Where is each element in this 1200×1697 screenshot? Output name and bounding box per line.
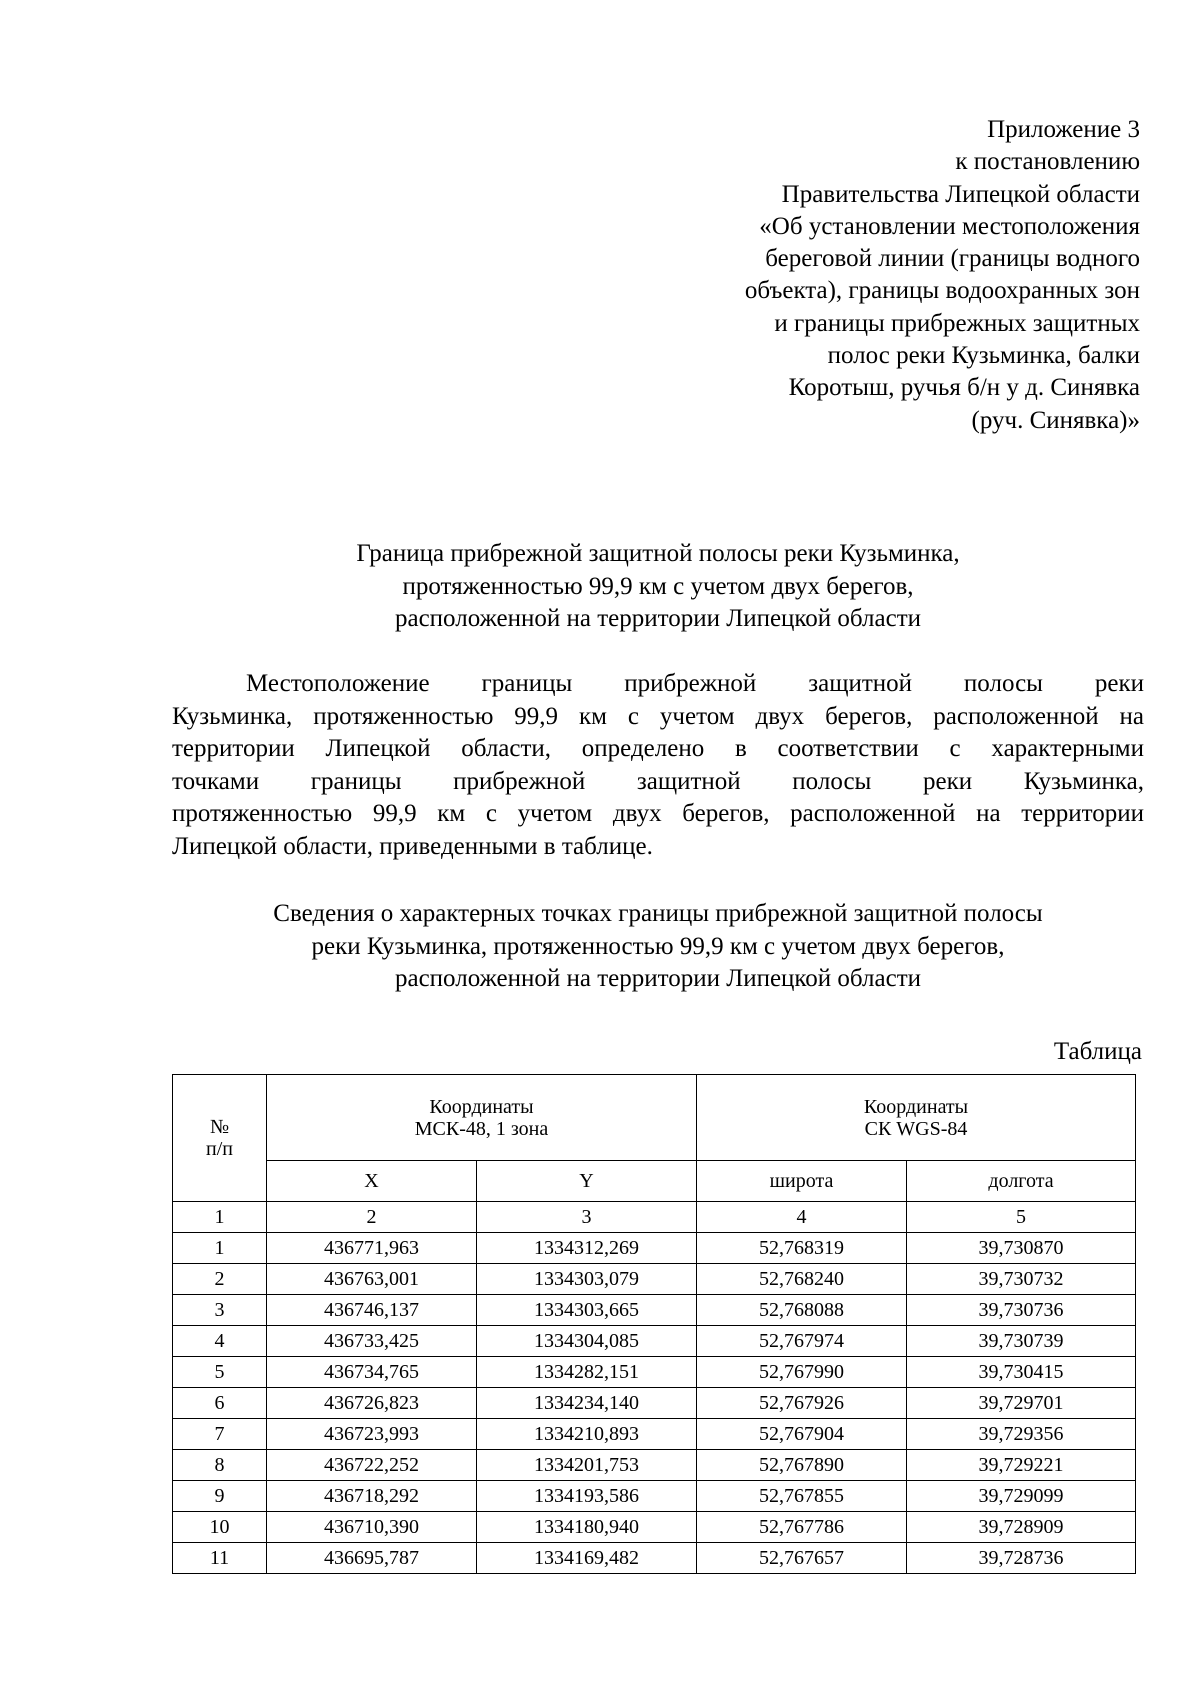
appendix-line: полос реки Кузьминка, балки [827,342,1140,370]
cell-y: 1334201,753 [477,1450,697,1481]
cell-latitude: 52,767657 [697,1543,907,1574]
cell-latitude: 52,768088 [697,1295,907,1326]
table-row [173,1295,1136,1326]
title-line: протяженностью 99,9 км с учетом двух берегов, [402,572,914,600]
paragraph-line: территории Липецкой области, определено в соответствии с характерными [172,735,1144,762]
header-msk48: Координаты МСК-48, 1 зона [267,1075,697,1161]
cell-number: 6 [173,1388,267,1419]
cell-x: 436771,963 [267,1233,477,1264]
cell-y: 1334234,140 [477,1388,697,1419]
header-number: № п/п [173,1075,267,1202]
cell-latitude: 52,767855 [697,1481,907,1512]
coordinates-table [172,1074,1136,1574]
column-number: 1 [173,1202,267,1233]
cell-number: 7 [173,1419,267,1450]
cell-longitude: 39,730739 [907,1326,1136,1357]
appendix-line: Правительства Липецкой области [781,180,1140,208]
cell-latitude: 52,768240 [697,1264,907,1295]
header-x: X [267,1161,477,1202]
table-row [173,1512,1136,1543]
cell-latitude: 52,767904 [697,1419,907,1450]
table-row [173,1419,1136,1450]
cell-longitude: 39,729701 [907,1388,1136,1419]
caption-line: Сведения о характерных точках границы прибрежной защитной полосы [273,900,1043,927]
cell-number: 3 [173,1295,267,1326]
header-longitude: долгота [907,1161,1136,1202]
paragraph-line: Кузьминка, протяженностью 99,9 км с учетом двух берегов, расположенной на [172,702,1144,730]
cell-x: 436734,765 [267,1357,477,1388]
appendix-line: Приложение 3 [987,116,1140,143]
cell-y: 1334180,940 [477,1512,697,1543]
cell-latitude: 52,767974 [697,1326,907,1357]
caption-line: расположенной на территории Липецкой области [394,965,921,992]
appendix-line: к постановлению [955,148,1140,176]
cell-longitude: 39,729356 [907,1419,1136,1450]
caption-line: реки Кузьминка, протяженностью 99,9 км с учетом двух берегов, [311,932,1005,960]
table-row [173,1326,1136,1357]
cell-x: 436733,425 [267,1326,477,1357]
table-row [173,1264,1136,1295]
column-numbers-row [173,1202,1136,1233]
table-row [173,1233,1136,1264]
cell-y: 1334303,665 [477,1295,697,1326]
cell-number: 8 [173,1450,267,1481]
table-label: Таблица [1053,1038,1142,1065]
cell-x: 436763,001 [267,1264,477,1295]
column-number: 4 [697,1202,907,1233]
cell-latitude: 52,767990 [697,1357,907,1388]
table-row [173,1450,1136,1481]
document-title [172,538,1144,636]
cell-y: 1334282,151 [477,1357,697,1388]
appendix-line: береговой линии (границы водного [765,245,1140,273]
cell-number: 11 [173,1543,267,1574]
cell-longitude: 39,728909 [907,1512,1136,1543]
appendix-line: объекта), границы водоохранных зон [744,277,1140,305]
appendix-line: (руч. Синявка)» [971,406,1140,434]
cell-x: 436695,787 [267,1543,477,1574]
header-y: Y [477,1161,697,1202]
cell-x: 436723,993 [267,1419,477,1450]
cell-number: 2 [173,1264,267,1295]
table-row [173,1481,1136,1512]
body-paragraph [172,668,1144,863]
cell-latitude: 52,767926 [697,1388,907,1419]
cell-longitude: 39,730415 [907,1357,1136,1388]
appendix-header [540,114,1140,437]
cell-number: 9 [173,1481,267,1512]
title-line: Граница прибрежной защитной полосы реки Кузьминка, [356,540,960,567]
cell-y: 1334312,269 [477,1233,697,1264]
cell-number: 1 [173,1233,267,1264]
paragraph-line: точками границы прибрежной защитной полосы реки Кузьминка, [172,767,1144,795]
cell-y: 1334193,586 [477,1481,697,1512]
header-latitude: широта [697,1161,907,1202]
cell-number: 4 [173,1326,267,1357]
table-caption [172,898,1144,996]
cell-longitude: 39,729099 [907,1481,1136,1512]
cell-number: 5 [173,1357,267,1388]
cell-latitude: 52,768319 [697,1233,907,1264]
cell-x: 436718,292 [267,1481,477,1512]
table-row [173,1357,1136,1388]
appendix-line: и границы прибрежных защитных [774,309,1140,337]
cell-y: 1334169,482 [477,1543,697,1574]
cell-x: 436746,137 [267,1295,477,1326]
cell-x: 436722,252 [267,1450,477,1481]
table-row [173,1543,1136,1574]
cell-latitude: 52,767890 [697,1450,907,1481]
cell-longitude: 39,728736 [907,1543,1136,1574]
cell-longitude: 39,730870 [907,1233,1136,1264]
title-line: расположенной на территории Липецкой области [394,605,921,632]
cell-x: 436726,823 [267,1388,477,1419]
cell-y: 1334210,893 [477,1419,697,1450]
cell-x: 436710,390 [267,1512,477,1543]
paragraph-line: Липецкой области, приведенными в таблице. [172,832,653,860]
paragraph-line: протяженностью 99,9 км с учетом двух берегов, расположенной на территории [172,800,1144,827]
cell-y: 1334304,085 [477,1326,697,1357]
cell-longitude: 39,729221 [907,1450,1136,1481]
cell-longitude: 39,730732 [907,1264,1136,1295]
appendix-line: Коротыш, ручья б/н у д. Синявка [788,374,1140,402]
cell-y: 1334303,079 [477,1264,697,1295]
table-row [173,1388,1136,1419]
appendix-line: «Об установлении местоположения [759,212,1140,240]
cell-latitude: 52,767786 [697,1512,907,1543]
column-number: 2 [267,1202,477,1233]
paragraph-line: Местоположение границы прибрежной защитной полосы реки [246,670,1144,697]
header-wgs84: Координаты СК WGS-84 [697,1075,1136,1161]
column-number: 5 [907,1202,1136,1233]
cell-number: 10 [173,1512,267,1543]
cell-longitude: 39,730736 [907,1295,1136,1326]
column-number: 3 [477,1202,697,1233]
